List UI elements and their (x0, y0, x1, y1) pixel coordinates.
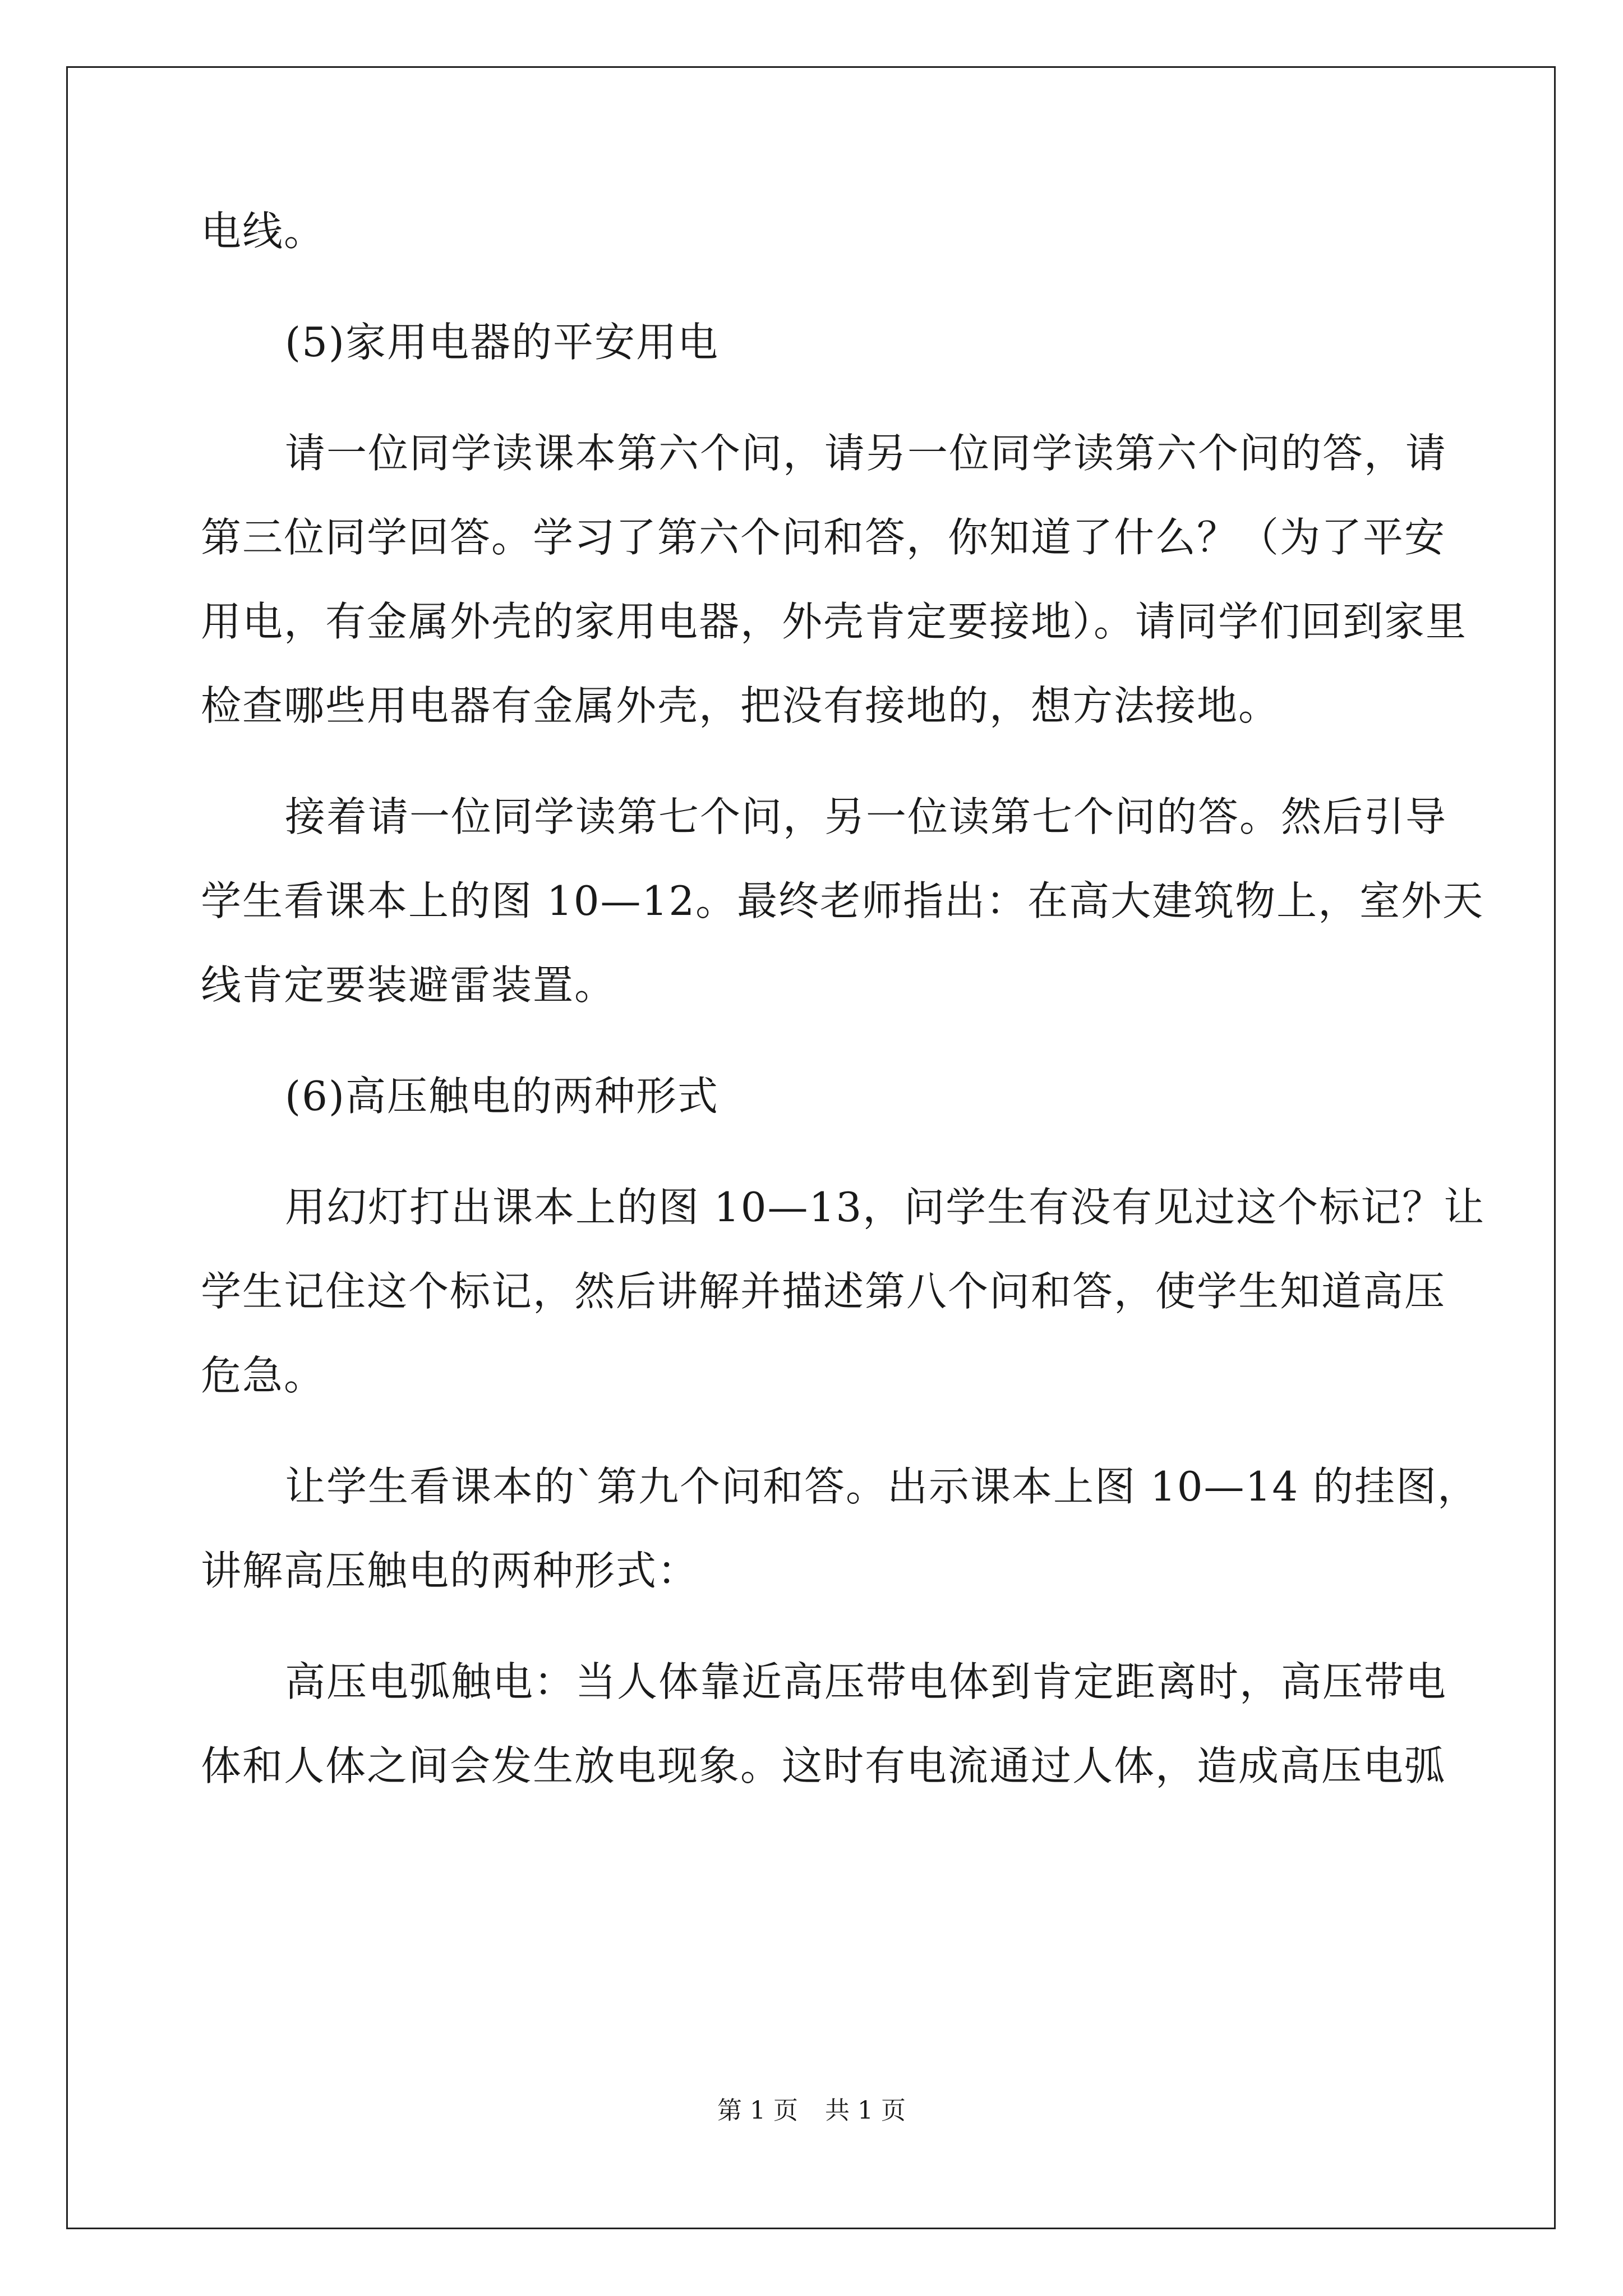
text-line: 检查哪些用电器有金属外壳，把没有接地的，想方法接地。 (201, 682, 1280, 729)
text-line: 体和人体之间会发生放电现象。这时有电流通过人体，造成高压电弧 (201, 1742, 1446, 1789)
text-line: 学生记住这个标记，然后讲解并描述第八个问和答，使学生知道高压 (201, 1268, 1446, 1315)
section-heading: (6)高压触电的两种形式 (285, 1073, 719, 1120)
text-line: 用幻灯打出课本上的图 10—13，问学生有没有见过这个标记？让 (285, 1184, 1486, 1231)
text-line: 接着请一位同学读第七个问，另一位读第七个问的答。然后引导 (285, 793, 1447, 840)
section-heading: (5)家用电器的平安用电 (285, 319, 719, 366)
text-line: 线肯定要装避雷装置。 (201, 961, 616, 1009)
page-footer (0, 2096, 1623, 2126)
text-line: 讲解高压触电的两种形式： (201, 1547, 699, 1594)
text-line: 请一位同学读课本第六个问，请另一位同学读第六个问的答，请 (285, 430, 1447, 477)
text-line: 危急。 (201, 1352, 326, 1399)
text-line: 电线。 (201, 208, 326, 255)
page-border (66, 66, 1556, 2229)
text-line: 学生看课本上的图 10—12。最终老师指出：在高大建筑物上，室外天 (201, 877, 1484, 924)
page-number: 第 1 页 (717, 2096, 798, 2125)
text-line: 用电，有金属外壳的家用电器，外壳肯定要接地）。请同学们回到家里 (201, 598, 1468, 645)
text-line: 高压电弧触电：当人体靠近高压带电体到肯定距离时，高压带电 (285, 1658, 1447, 1705)
text-line: 第三位同学回答。学习了第六个问和答，你知道了什么？（为了平安 (201, 514, 1446, 561)
page-total: 共 1 页 (825, 2096, 906, 2125)
text-line: 让学生看课本的`第九个问和答。出示课本上图 10—14 的挂图， (285, 1463, 1479, 1510)
